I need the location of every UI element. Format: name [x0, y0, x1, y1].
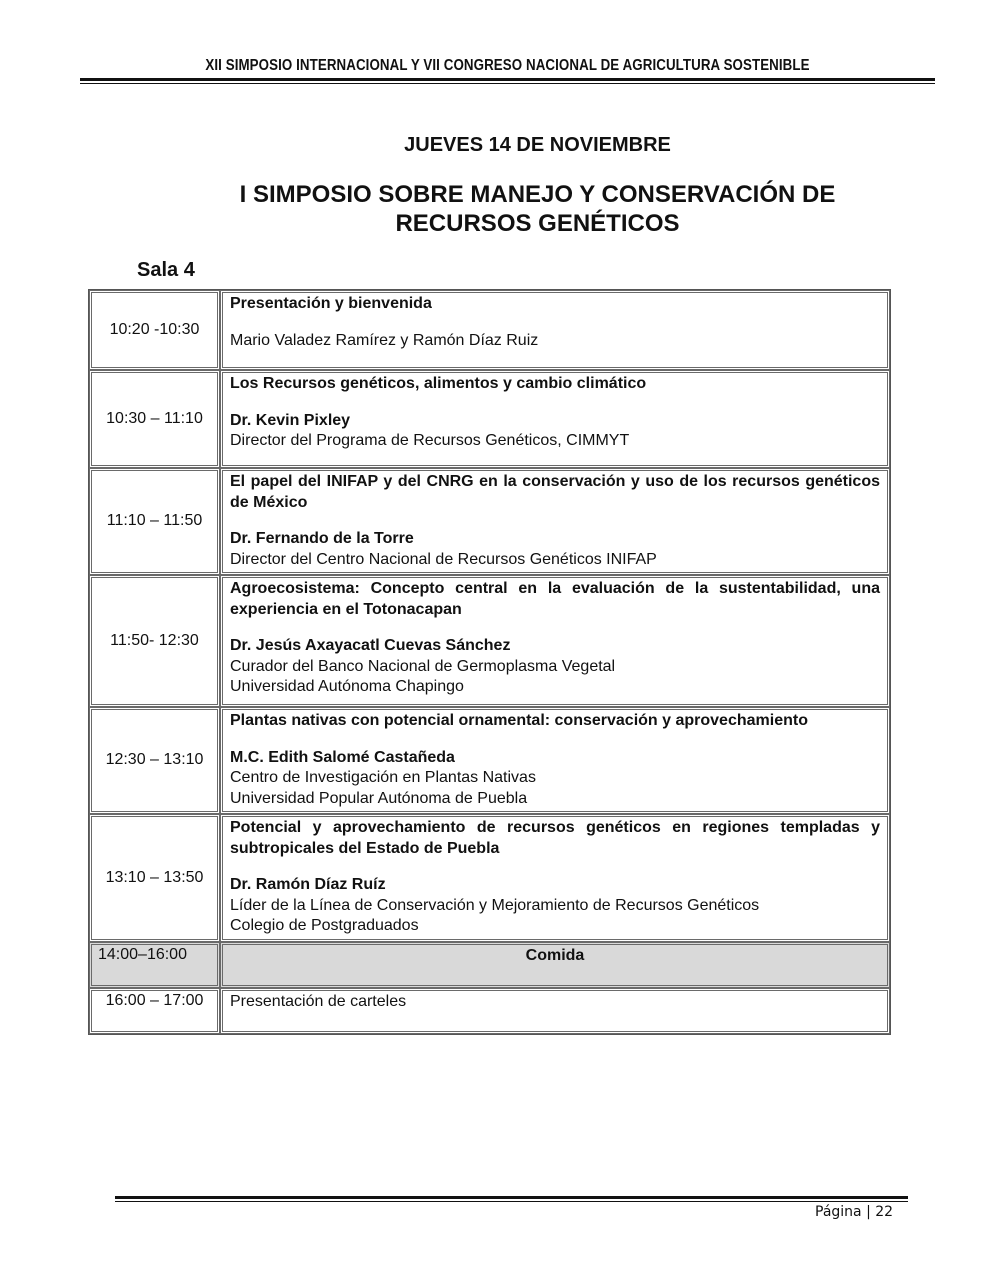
- footer-rule: [115, 1196, 908, 1202]
- session-time: 11:50- 12:30: [89, 575, 220, 707]
- session-content: [220, 575, 890, 707]
- session-speaker: Dr. Kevin Pixley: [230, 411, 351, 429]
- session-content: [220, 370, 890, 468]
- session-content: [220, 468, 890, 575]
- session-detail: Mario Valadez Ramírez y Ramón Díaz Ruiz: [230, 331, 539, 349]
- session-detail: Líder de la Línea de Conservación y Mejoramiento de Recursos Genéticos: [230, 896, 760, 914]
- posters-time: 16:00 – 17:00: [89, 988, 220, 1034]
- table-row: [89, 814, 890, 942]
- session-content: [220, 707, 890, 814]
- session-title: Presentación y bienvenida: [230, 295, 432, 312]
- session-time: 12:30 – 13:10: [89, 707, 220, 814]
- table-row: [89, 575, 890, 707]
- session-speaker: Dr. Jesús Axayacatl Cuevas Sánchez: [230, 637, 511, 654]
- session-speaker: Dr. Ramón Díaz Ruíz: [230, 876, 386, 893]
- page-number: Página | 22: [815, 1204, 894, 1220]
- session-content: [220, 814, 890, 942]
- session-content: [220, 290, 890, 370]
- symposium-title: [80, 180, 990, 238]
- session-title: Agroecosistema: Concepto central en la evaluación de la sustentabilidad, una experiencia en el Totonacapan: [230, 580, 880, 618]
- table-row: [89, 707, 890, 814]
- running-header-title: XII SIMPOSIO INTERNACIONAL Y VII CONGRESO NACIONAL DE AGRICULTURA SOSTENIBLE: [205, 57, 810, 74]
- session-time: 13:10 – 13:50: [89, 814, 220, 942]
- table-row: [89, 370, 890, 468]
- schedule-table: [89, 290, 890, 1034]
- header-rule: [80, 78, 935, 84]
- session-time: 10:30 – 11:10: [89, 370, 220, 468]
- day-title: JUEVES 14 DE NOVIEMBRE: [404, 134, 671, 156]
- session-time: 11:10 – 11:50: [89, 468, 220, 575]
- session-title: Potencial y aprovechamiento de recursos genéticos en regiones templadas y subtropicales del Estado de Puebla: [230, 819, 880, 857]
- meal-time: 14:00–16:00: [89, 942, 220, 988]
- session-time: 10:20 -10:30: [89, 290, 220, 370]
- room-label: Sala 4: [137, 259, 195, 281]
- session-title: Los Recursos genéticos, alimentos y cambio climático: [230, 375, 647, 392]
- symposium-title-line-2: RECURSOS GENÉTICOS: [395, 210, 680, 237]
- session-detail: Centro de Investigación en Plantas Nativas: [230, 769, 536, 786]
- table-row-posters: [89, 988, 890, 1034]
- table-row-meal: [89, 942, 890, 988]
- session-speaker: M.C. Edith Salomé Castañeda: [230, 748, 455, 766]
- session-title: Plantas nativas con potencial ornamental: conservación y aprovechamiento: [230, 712, 808, 729]
- session-detail: Colegio de Postgraduados: [230, 917, 419, 934]
- session-detail: Curador del Banco Nacional de Germoplasma Vegetal: [230, 657, 616, 675]
- session-detail: Director del Programa de Recursos Genéticos, CIMMYT: [230, 432, 630, 449]
- symposium-title-line-1: I SIMPOSIO SOBRE MANEJO Y CONSERVACIÓN DE: [239, 181, 836, 208]
- session-detail: Universidad Popular Autónoma de Puebla: [230, 789, 528, 807]
- session-title: El papel del INIFAP y del CNRG en la conservación y uso de los recursos genéticos de México: [230, 473, 880, 511]
- posters-label: Presentación de carteles: [220, 988, 890, 1034]
- table-row: [89, 290, 890, 370]
- meal-label: Comida: [220, 942, 890, 988]
- table-row: [89, 468, 890, 575]
- session-detail: Universidad Autónoma Chapingo: [230, 678, 464, 695]
- session-detail: Director del Centro Nacional de Recursos Genéticos INIFAP: [230, 550, 657, 568]
- session-speaker: Dr. Fernando de la Torre: [230, 530, 414, 547]
